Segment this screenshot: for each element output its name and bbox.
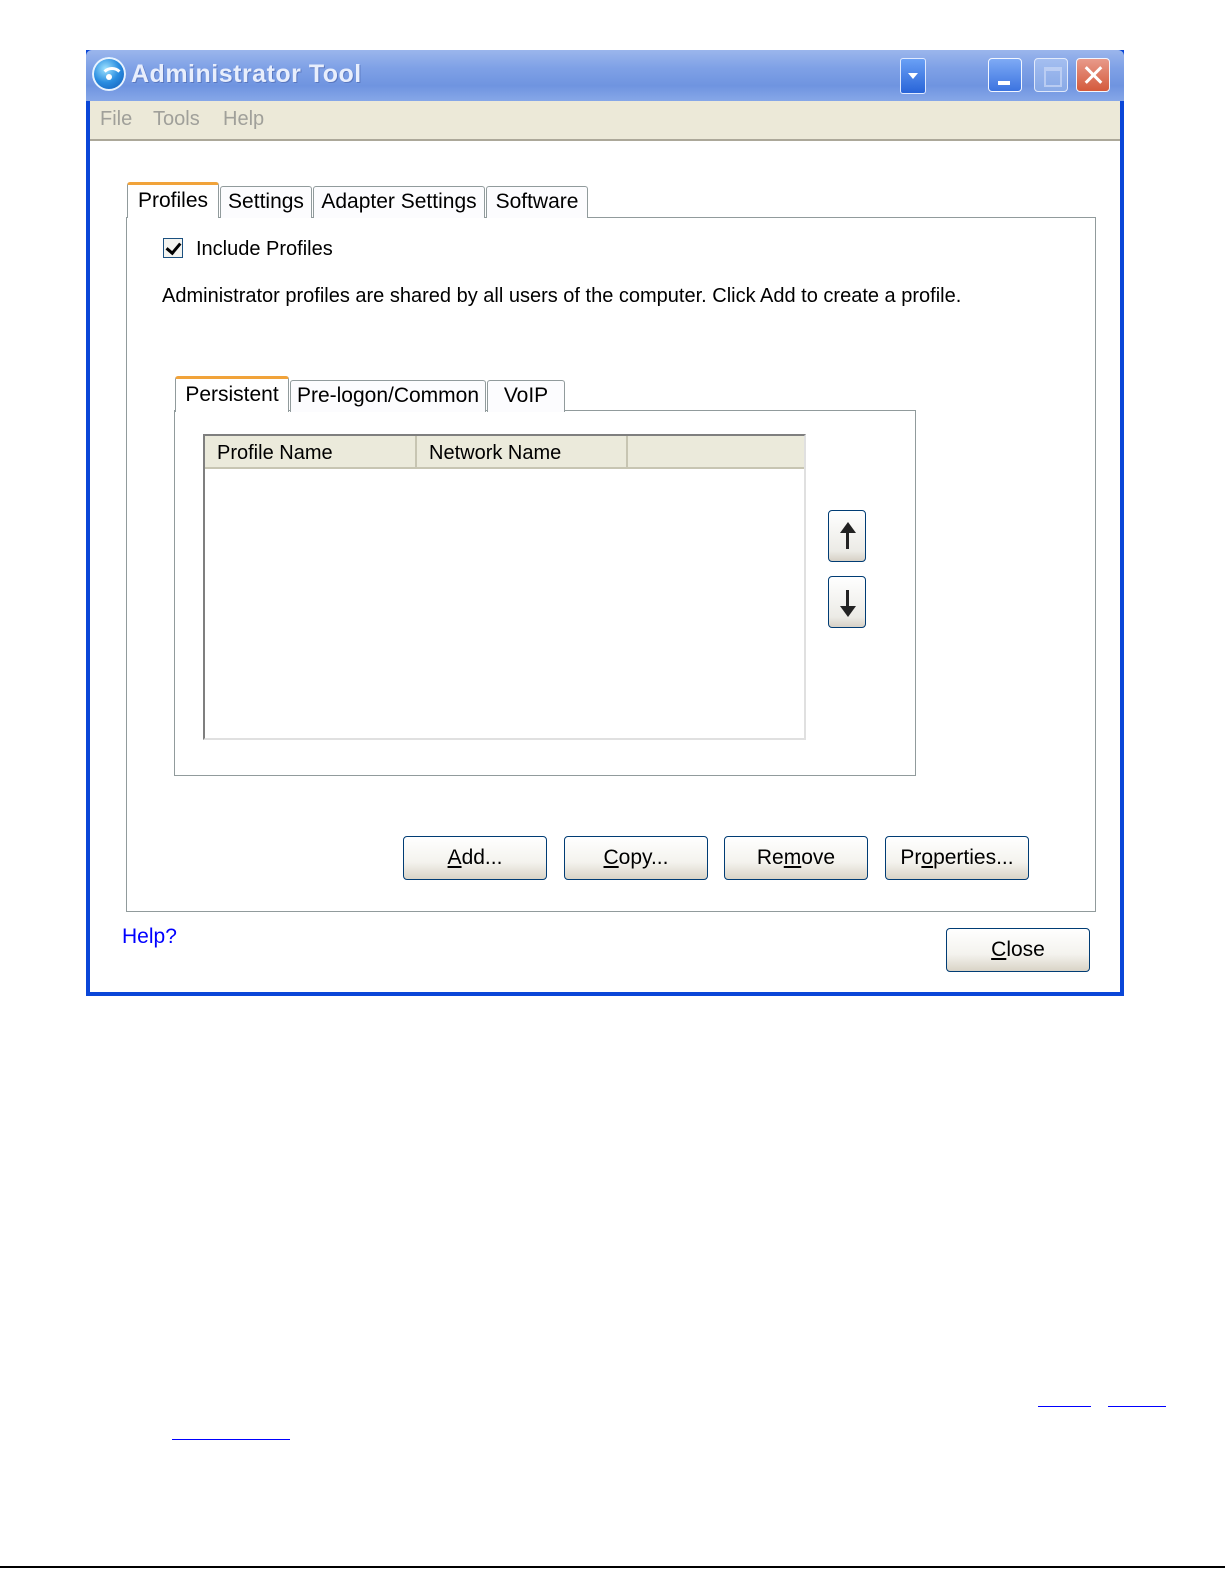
tab-settings[interactable]	[220, 186, 312, 218]
menu-file[interactable]: File	[100, 108, 133, 130]
include-profiles-label[interactable]: Include Profiles	[196, 238, 333, 260]
menu-tools[interactable]: Tools	[153, 108, 200, 130]
link-underline[interactable]	[1038, 1406, 1091, 1407]
tab-profiles[interactable]	[127, 182, 219, 218]
tab-persistent[interactable]	[175, 376, 289, 412]
wireless-app-icon	[92, 57, 126, 91]
page-bottom-rule	[0, 1566, 1225, 1568]
tab-voip[interactable]	[487, 380, 565, 412]
profiles-description: Administrator profiles are shared by all users of the computer. Click Add to create a profile.	[162, 285, 962, 307]
move-down-button[interactable]	[828, 576, 866, 628]
column-header-profile-name[interactable]: Profile Name	[205, 436, 417, 467]
maximize-button	[1034, 58, 1068, 92]
link-underline[interactable]	[1108, 1406, 1166, 1407]
help-link[interactable]: Help?	[122, 925, 177, 948]
profiles-list[interactable]	[203, 434, 806, 740]
tab-pre-logon-common-label: Pre-logon/Common	[296, 384, 480, 407]
tab-adapter-settings[interactable]	[313, 186, 485, 218]
add-button[interactable]: Add...	[403, 836, 547, 880]
tab-software-label: Software	[495, 190, 579, 213]
tab-profiles-label: Profiles	[137, 189, 209, 212]
properties-button[interactable]: Properties...	[885, 836, 1029, 880]
tab-software[interactable]	[486, 186, 588, 218]
profiles-list-header	[205, 436, 804, 469]
move-up-button[interactable]	[828, 510, 866, 562]
minimize-button[interactable]	[988, 58, 1022, 92]
menu-help[interactable]: Help	[223, 108, 265, 130]
close-button[interactable]: Close	[946, 928, 1090, 972]
tab-adapter-settings-label: Adapter Settings	[321, 190, 477, 213]
tab-pre-logon-common[interactable]	[290, 380, 486, 412]
column-header-network-name[interactable]: Network Name	[417, 436, 628, 467]
window-title: Administrator Tool	[131, 60, 362, 88]
tab-settings-label: Settings	[228, 190, 304, 213]
title-bar[interactable]	[86, 50, 1124, 101]
link-underline[interactable]	[172, 1439, 290, 1440]
copy-button[interactable]: Copy...	[564, 836, 708, 880]
menu-bar	[90, 101, 1120, 141]
close-window-button[interactable]	[1076, 58, 1110, 92]
tab-persistent-label: Persistent	[185, 383, 279, 406]
tab-voip-label: VoIP	[503, 384, 549, 407]
arrow-down-icon	[840, 606, 856, 617]
remove-button[interactable]: Remove	[724, 836, 868, 880]
include-profiles-checkbox[interactable]	[163, 238, 183, 258]
system-menu-icon[interactable]	[900, 58, 926, 94]
